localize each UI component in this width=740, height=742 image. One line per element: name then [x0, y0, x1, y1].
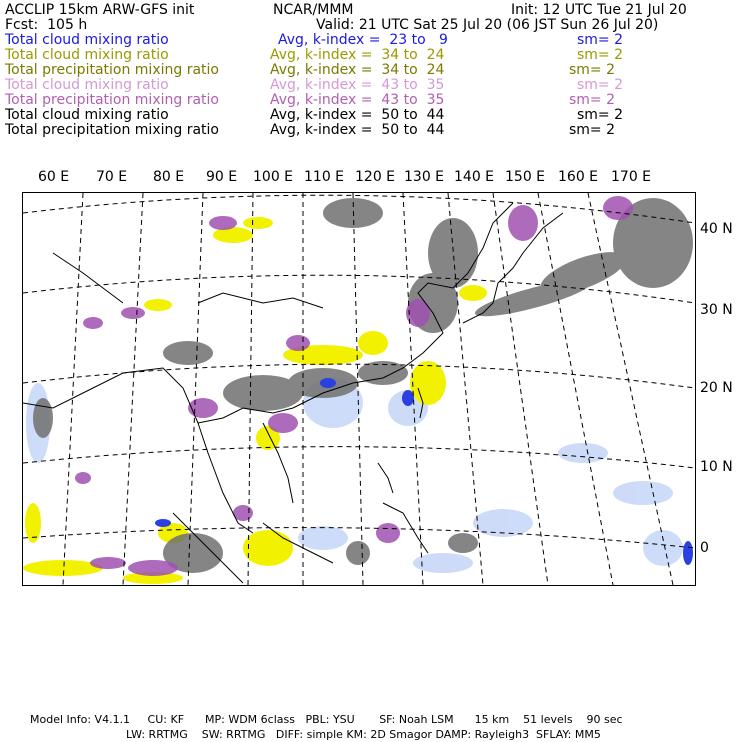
- lon-label: 60 E: [38, 169, 70, 185]
- org-label: NCAR/MMM: [273, 2, 354, 18]
- legend-smoothing: sm= 2: [569, 92, 616, 108]
- legend-smoothing: sm= 2: [577, 32, 624, 48]
- lon-label: 90 E: [206, 169, 238, 185]
- legend-smoothing: sm= 2: [569, 62, 616, 78]
- valid-time: Valid: 21 UTC Sat 25 Jul 20 (06 JST Sun 26 Jul 20): [316, 17, 659, 33]
- map-canvas: [23, 193, 695, 585]
- gray-cloud-layer: [33, 198, 693, 573]
- graticule: [23, 193, 695, 585]
- forecast-map: [22, 192, 696, 586]
- legend-field-name: Total precipitation mixing ratio: [5, 62, 219, 78]
- legend-k-index-range: Avg, k-index = 23 to 9: [278, 32, 448, 48]
- legend-field-name: Total cloud mixing ratio: [5, 77, 169, 93]
- legend-field-name: Total cloud mixing ratio: [5, 32, 169, 48]
- legend-k-index-range: Avg, k-index = 34 to 24: [270, 47, 445, 63]
- legend-k-index-range: Avg, k-index = 43 to 35: [270, 77, 445, 93]
- model-info-line-2: LW: RRTMG SW: RRTMG DIFF: simple KM: 2D Smagor DAMP: Rayleigh3 SFLAY: MM5: [126, 728, 601, 741]
- lon-label: 170 E: [611, 169, 652, 185]
- lon-label: 150 E: [505, 169, 546, 185]
- lon-label: 70 E: [96, 169, 128, 185]
- legend-field-name: Total precipitation mixing ratio: [5, 122, 219, 138]
- lat-label: 40 N: [700, 221, 733, 237]
- lon-label: 110 E: [304, 169, 345, 185]
- model-info-line-1: Model Info: V4.1.1 CU: KF MP: WDM 6class PBL: YSU SF: Noah LSM 15 km 51 levels 90 sec: [30, 713, 623, 726]
- lon-label: 140 E: [454, 169, 495, 185]
- legend-smoothing: sm= 2: [569, 122, 616, 138]
- lat-label: 30 N: [700, 302, 733, 318]
- legend-k-index-range: Avg, k-index = 34 to 24: [270, 62, 445, 78]
- legend-smoothing: sm= 2: [577, 107, 624, 123]
- legend-smoothing: sm= 2: [577, 77, 624, 93]
- model-title: ACCLIP 15km ARW-GFS init: [5, 2, 195, 18]
- legend-field-name: Total cloud mixing ratio: [5, 107, 169, 123]
- lon-label: 160 E: [558, 169, 599, 185]
- legend-smoothing: sm= 2: [577, 47, 624, 63]
- legend-k-index-range: Avg, k-index = 50 to 44: [270, 107, 445, 123]
- lon-label: 120 E: [355, 169, 396, 185]
- lat-label: 10 N: [700, 459, 733, 475]
- lon-label: 80 E: [153, 169, 185, 185]
- legend-k-index-range: Avg, k-index = 43 to 35: [270, 92, 445, 108]
- legend-field-name: Total cloud mixing ratio: [5, 47, 169, 63]
- lat-label: 20 N: [700, 380, 733, 396]
- init-time: Init: 12 UTC Tue 21 Jul 20: [511, 2, 687, 18]
- forecast-hour: Fcst: 105 h: [5, 17, 88, 33]
- lat-label: 0: [700, 540, 709, 556]
- lon-label: 130 E: [404, 169, 445, 185]
- lon-label: 100 E: [253, 169, 294, 185]
- legend-field-name: Total precipitation mixing ratio: [5, 92, 219, 108]
- legend-k-index-range: Avg, k-index = 50 to 44: [270, 122, 445, 138]
